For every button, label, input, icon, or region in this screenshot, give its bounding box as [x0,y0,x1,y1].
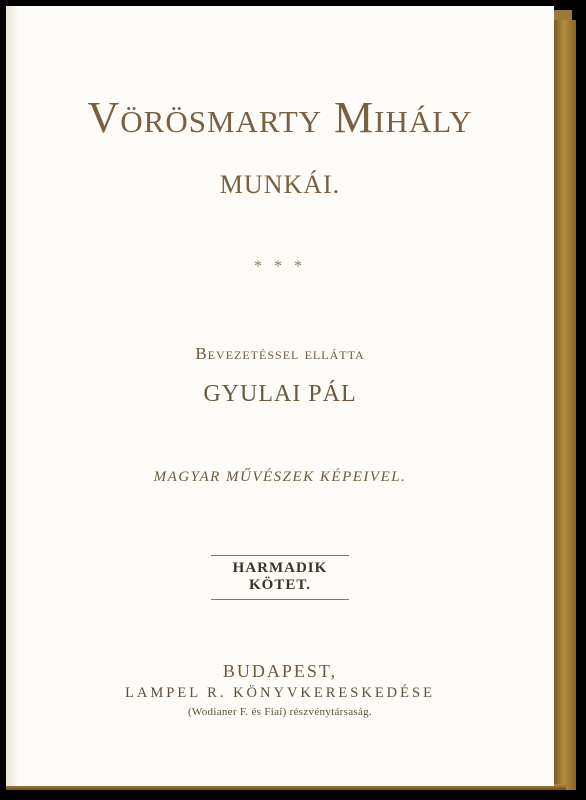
introduction-label: Bevezetéssel ellátta [195,344,365,363]
work-subtitle: MUNKÁI. [219,170,341,199]
title-page [6,6,554,786]
asterism-ornament: * * * [254,258,306,275]
volume-label: HARMADIK KÖTET. [211,555,349,600]
imprint-publisher: LAMPEL R. KÖNYVKERESKEDÉSE [125,685,435,701]
imprint-company: (Wodianer F. és Fiai) részvénytársaság. [187,706,373,718]
illustrations-note: MAGYAR MŰVÉSZEK KÉPEIVEL. [153,469,407,485]
imprint-city: BUDAPEST, [222,661,338,681]
book-spine [554,20,576,790]
volume-block [6,555,554,600]
editor-name: GYULAI PÁL [203,381,357,407]
author-title: Vörösmarty Mihály [87,93,473,142]
